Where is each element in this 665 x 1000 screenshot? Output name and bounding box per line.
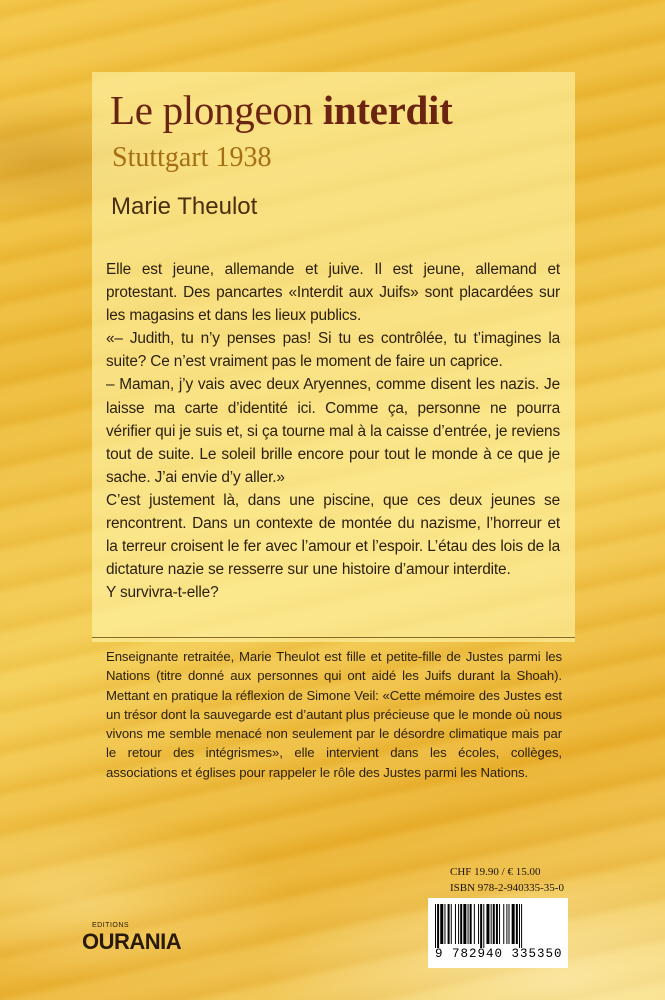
barcode-bars-icon: [435, 904, 561, 948]
author-bio: Enseignante retraitée, Marie Theulot est fille et petite-fille de Justes parmi les Nations (titre donné aux personnes qui ont aidé les Juifs durant la Shoah). Mettant en pratique la réflexion de Simone Veil: «Cette mémoire des Justes est un trésor dont la sauvegarde est d’autant plus précieuse que le monde où nous vivons me semble menacé non seulement par le désordre climatique mais par le retour des intégrismes», elle intervient dans les écoles, collèges, associations et églises pour rappeler le rôle des Justes parmi les Nations.: [106, 649, 562, 780]
section-divider: [92, 637, 575, 638]
title-bold: interdit: [322, 87, 453, 133]
book-subtitle: Stuttgart 1938: [112, 142, 272, 173]
blurb-paragraph: Elle est jeune, allemande et juive. Il est jeune, allemand et protestant. Des pancartes «Interdit aux Juifs» sont placardées sur les magasins et dans les lieux publics.: [106, 261, 560, 325]
isbn-label: ISBN 978-2-940335-35-0: [450, 882, 564, 894]
title-regular: Le plongeon: [110, 87, 323, 133]
blurb-paragraph: «– Judith, tu n’y penses pas! Si tu es contrôlée, tu t’imagines la suite? Ce n’est vraiment pas le moment de faire un caprice.: [106, 330, 560, 371]
blurb-paragraph: Y survivra-t-elle?: [106, 584, 219, 602]
publisher-logo: OURANIA: [82, 929, 182, 954]
author-name: Marie Theulot: [111, 193, 258, 220]
blurb-paragraph: – Maman, j’y vais avec deux Aryennes, comme disent les nazis. Je laisse ma carte d’identité ici. Comme ça, personne ne pourra vérifier qui je suis et, si ça tourne mal à la caisse d’entrée, je reviens tout de suite. Le soleil brille encore pour tout le monde à ce que je sache. J’ai envie d’y aller.»: [106, 376, 560, 486]
barcode: [428, 898, 568, 968]
price-label: CHF 19.90 / € 15.00: [450, 866, 541, 878]
blurb: [106, 258, 560, 604]
barcode-number: 9 782940 335350: [435, 947, 563, 961]
publisher-prefix: EDITIONS: [92, 922, 130, 929]
book-title: [110, 86, 452, 134]
blurb-paragraph: C’est justement là, dans une piscine, que ces deux jeunes se rencontrent. Dans un contexte de montée du nazisme, l’horreur et la terreur croisent le fer avec l’amour et l’espoir. L’étau des lois de la dictature nazie se resserre sur une histoire d’amour interdite.: [106, 491, 560, 579]
